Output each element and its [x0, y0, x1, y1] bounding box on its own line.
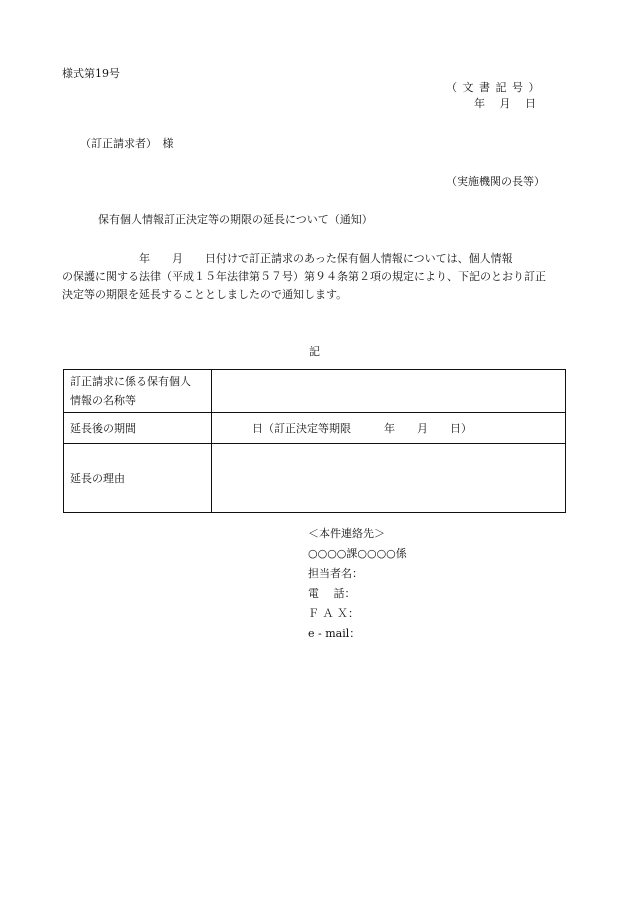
document-number: （ 文 書 記 号 ）	[446, 81, 541, 94]
body-line-2: の保護に関する法律（平成１５年法律第５７号）第９４条第２項の規定により、下記のとおり訂正	[62, 270, 546, 283]
contact-department: ○○○○課○○○○係	[308, 547, 407, 560]
contact-phone: 電 話：	[308, 587, 356, 600]
ki-heading: 記	[309, 345, 320, 358]
body-paragraph	[62, 250, 572, 304]
sender: （実施機関の長等）	[446, 175, 545, 188]
body-line-1: 年 月 日付けで訂正請求のあった保有個人情報については、個人情報	[62, 252, 513, 265]
contact-email: e - mail：	[308, 627, 361, 640]
table-row	[64, 444, 566, 513]
form-number: 様式第19号	[62, 67, 120, 80]
label-line-1: 訂正請求に係る保有個人	[70, 375, 191, 388]
extension-reason-label: 延長の理由	[64, 444, 212, 513]
personal-info-name-label	[64, 370, 212, 413]
contact-heading: ＜本件連絡先＞	[308, 527, 385, 540]
extension-period-value: 日（訂正決定等期限 年 月 日）	[212, 413, 566, 444]
extension-period-label: 延長後の期間	[64, 413, 212, 444]
contact-fax: Ｆ Ａ Ｘ：	[308, 607, 359, 620]
contact-block	[308, 524, 407, 644]
personal-info-name-value	[212, 370, 566, 413]
contact-person: 担当者名：	[308, 567, 363, 580]
label-line-2: 情報の名称等	[70, 394, 136, 407]
extension-reason-value	[212, 444, 566, 513]
addressee: （訂正請求者） 様	[80, 137, 174, 150]
table-row	[64, 370, 566, 413]
issue-date: 年 月 日	[474, 97, 536, 110]
table-row	[64, 413, 566, 444]
body-line-3: 決定等の期限を延長することとしましたので通知します。	[62, 288, 348, 301]
notice-table	[63, 369, 566, 513]
document-title: 保有個人情報訂正決定等の期限の延長について（通知）	[98, 213, 373, 226]
